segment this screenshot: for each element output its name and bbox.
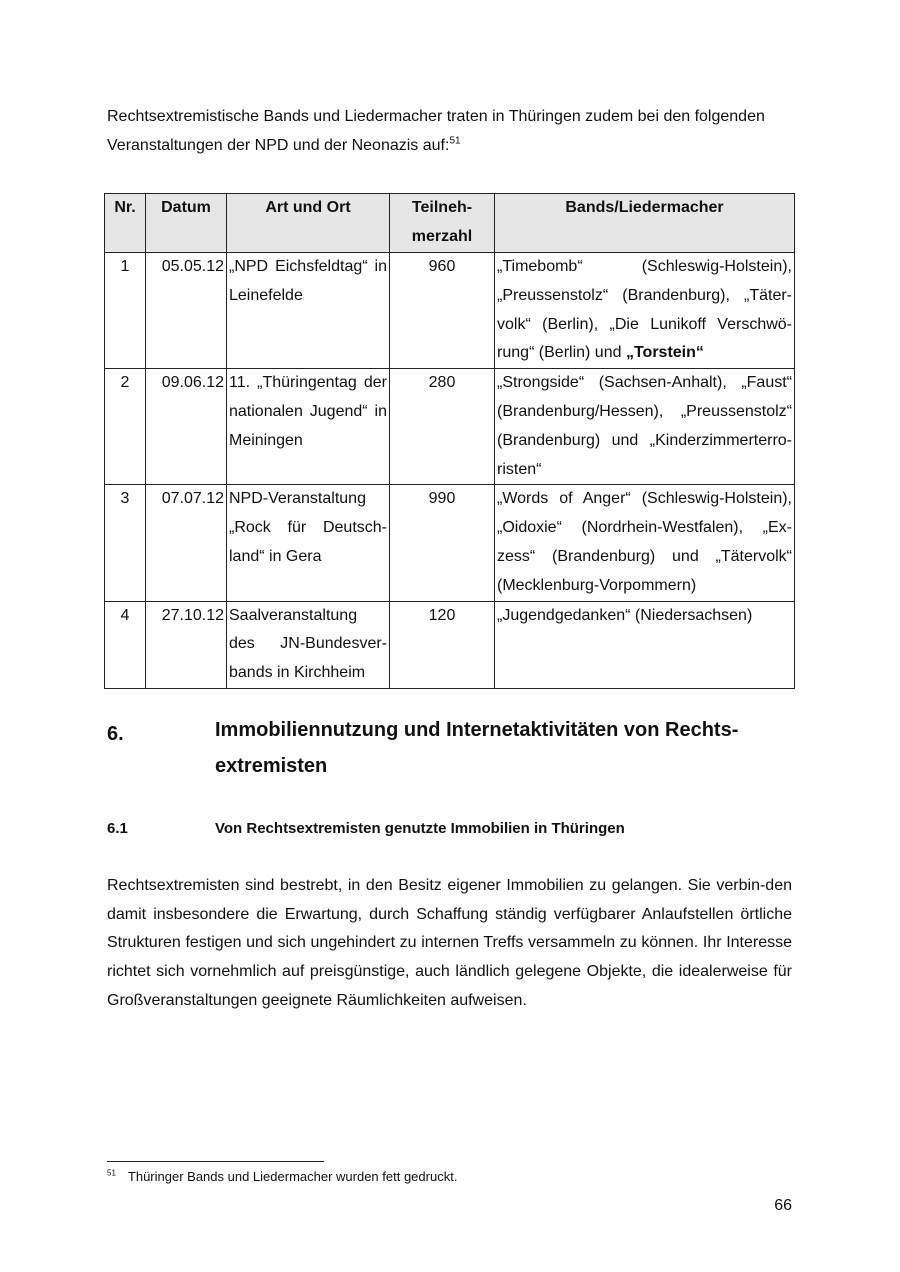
intro-paragraph xyxy=(107,103,792,160)
cell-nr: 3 xyxy=(105,485,146,601)
table-row xyxy=(105,601,795,688)
table-row xyxy=(105,485,795,601)
cell-datum: 07.07.12 xyxy=(146,485,227,601)
bands-text: „Timebomb“ (Schleswig-Holstein), „Preussenstolz“ (Brandenburg), „Täter-volk“ (Berlin), „Die Lunikoff Verschwö-rung“ (Berlin) und xyxy=(497,258,792,362)
footnote-number: 51 xyxy=(107,1168,116,1178)
footnote xyxy=(107,1167,457,1187)
cell-teilnehmer: 120 xyxy=(390,601,495,688)
header-teilnehmer-line2: merzahl xyxy=(411,227,473,245)
cell-art-ort: NPD-Veranstaltung „Rock für Deutsch-land“ in Gera xyxy=(227,485,390,601)
table-row xyxy=(105,369,795,485)
header-nr: Nr. xyxy=(105,194,146,253)
section-6-number: 6. xyxy=(107,723,124,745)
footnote-ref[interactable]: 51 xyxy=(449,135,461,147)
cell-teilnehmer: 990 xyxy=(390,485,495,601)
table-row xyxy=(105,253,795,369)
cell-art-ort: 11. „Thüringentag der nationalen Jugend“ in Meiningen xyxy=(227,369,390,485)
cell-datum: 05.05.12 xyxy=(146,253,227,369)
cell-datum: 27.10.12 xyxy=(146,601,227,688)
section-6-1-title: Von Rechtsextremisten genutzte Immobilien in Thüringen xyxy=(215,820,625,837)
page-number: 66 xyxy=(774,1197,792,1214)
cell-teilnehmer: 960 xyxy=(390,253,495,369)
cell-nr: 4 xyxy=(105,601,146,688)
cell-teilnehmer: 280 xyxy=(390,369,495,485)
cell-art-ort: „NPD Eichsfeldtag“ in Leinefelde xyxy=(227,253,390,369)
header-bands: Bands/Liedermacher xyxy=(495,194,795,253)
header-teilnehmer-line1: Teilneh- xyxy=(411,199,473,216)
cell-bands: „Strongside“ (Sachsen-Anhalt), „Faust“ (Brandenburg/Hessen), „Preussenstolz“ (Brandenburg) und „Kinderzimmerterro-risten“ xyxy=(495,369,795,485)
cell-datum: 09.06.12 xyxy=(146,369,227,485)
cell-art-ort: Saalveranstaltung des JN-Bundesver-bands in Kirchheim xyxy=(227,601,390,688)
section-6-1-body: Rechtsextremisten sind bestrebt, in den Besitz eigener Immobilien zu gelangen. Sie verbin-den damit insbesondere die Erwartung, durch Schaffung ständig verfügbarer Anlaufstellen örtliche Strukturen festigen und sich ungehindert zu internen Treffs versammeln zu können. Ihr Interesse richtet sich vornehmlich auf preisgünstige, auch ländlich gelegene Objekte, die idealerweise für Großveranstaltungen geeignete Räumlichkeiten aufweisen. xyxy=(107,877,792,1009)
header-datum: Datum xyxy=(146,194,227,253)
intro-text: Rechtsextremistische Bands und Liedermacher traten in Thüringen zudem bei den folgenden Veranstaltungen der NPD und der Neonazis auf: xyxy=(107,108,765,154)
cell-bands: „Words of Anger“ (Schleswig-Holstein), „Oidoxie“ (Nordrhein-Westfalen), „Ex-zess“ (Brandenburg) und „Tätervolk“ (Mecklenburg-Vorpommern) xyxy=(495,485,795,601)
header-teilnehmerzahl xyxy=(390,194,495,253)
footnote-text: Thüringer Bands und Liedermacher wurden fett gedruckt. xyxy=(127,1169,458,1184)
footnote-divider xyxy=(107,1161,324,1162)
section-6-1-number: 6.1 xyxy=(107,820,128,837)
bands-bold-text: „Torstein“ xyxy=(625,344,704,362)
cell-nr: 2 xyxy=(105,369,146,485)
events-table xyxy=(104,193,795,689)
table-header-row xyxy=(105,194,795,253)
section-6-title: Immobiliennutzung und Internetaktivitäten von Rechts-extremisten xyxy=(215,719,739,777)
cell-bands: „Jugendgedanken“ (Niedersachsen) xyxy=(495,601,795,688)
header-art-ort: Art und Ort xyxy=(227,194,390,253)
cell-bands xyxy=(495,253,795,369)
cell-nr: 1 xyxy=(105,253,146,369)
